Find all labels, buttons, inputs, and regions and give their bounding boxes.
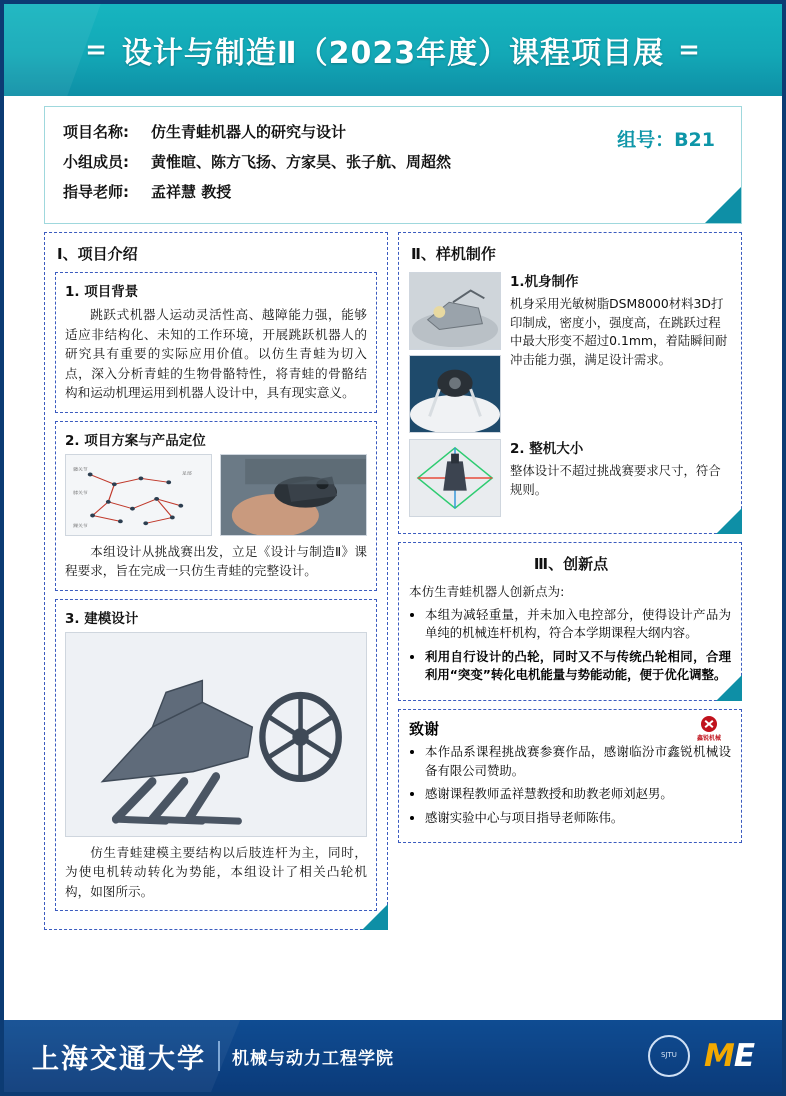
- info-row-members: [63, 151, 723, 172]
- info-row-advisor: [63, 181, 723, 202]
- label-advisor: 指导老师:: [63, 183, 129, 201]
- cad-model-render: [65, 632, 367, 837]
- svg-text:踝关节: 踝关节: [73, 524, 88, 529]
- prototype-photo-middle: [409, 355, 501, 433]
- prototype-item-2: [409, 439, 731, 517]
- university-name: 上海交通大学: [32, 1043, 206, 1075]
- poster-footer: [4, 1020, 782, 1092]
- prototype-item-1-head: 1.机身制作: [510, 274, 579, 290]
- info-wrapper: [4, 96, 782, 224]
- main-columns: [4, 224, 782, 938]
- prototype-item-1-text: 机身采用光敏树脂DSM8000材料3D打印制成，密度小，强度高，在跳跃过程中最大形变不超过0.1mm，着陆瞬间耐冲击能力强，满足设计需求。: [510, 296, 728, 368]
- acknowledgement-item-1: • 本作品系课程挑战赛参赛作品，感谢临汾市鑫锐机械设备有限公司赞助。: [425, 743, 731, 780]
- subsection-title-modeling: 3. 建模设计: [65, 610, 139, 627]
- innovation-lead: 本仿生青蛙机器人创新点为:: [409, 584, 565, 599]
- prototype-item-2-head: 2. 整机大小: [510, 441, 584, 457]
- sponsor-mark-icon: [701, 716, 717, 732]
- me-logo-m: M: [703, 1038, 734, 1074]
- prototype-item-1: [409, 272, 731, 433]
- prototype-item-2-text: 整体设计不超过挑战赛要求尺寸，符合规则。: [510, 463, 721, 497]
- section-project-intro: [44, 232, 388, 930]
- acknowledgement-list: [409, 743, 731, 827]
- section-innovation: [398, 542, 742, 701]
- value-advisor: 孟祥慧 教授: [151, 183, 232, 201]
- section-title-prototype: Ⅱ、样机制作: [411, 245, 496, 263]
- section-title-innovation: Ⅲ、创新点: [533, 555, 609, 573]
- prototype-in-hand-photo: [220, 454, 367, 536]
- subsection-background: [55, 272, 377, 413]
- innovation-bullet-list: [409, 606, 731, 685]
- me-logo-e: E: [733, 1038, 754, 1074]
- subsection-title-background: 1. 项目背景: [65, 284, 139, 300]
- section-title-intro: Ⅰ、项目介绍: [57, 245, 138, 263]
- innovation-bullet-1: • 本组为减轻重量，并未加入电控部分，使得设计产品为单纯的机械连杆机构，符合本学期课程大纲内容。: [425, 606, 731, 643]
- subsection-modeling: [55, 599, 377, 912]
- svg-text:髋关节: 髋关节: [73, 467, 88, 472]
- footer-divider: [218, 1041, 220, 1071]
- header-title-group: [85, 28, 701, 72]
- prototype-item-1-text-block: [510, 272, 731, 370]
- seal-text: SJTU: [660, 1051, 677, 1060]
- prototype-photo-top-frame: [409, 272, 501, 350]
- footer-logos: [648, 1035, 754, 1077]
- background-text: 跳跃式机器人运动灵活性高、越障能力强，能够适应非结构化、未知的工作环境，开展跳跃机器人的研究具有重要的实际应用价值。以仿生青蛙为切入点，深入分析青蛙的生物骨骼特性，将青蛙的骨骼结构和运动机理运用到机器人设计中，具有现实意义。: [65, 307, 367, 401]
- header-right-mark: =: [678, 35, 701, 65]
- acknowledgement-item-3: • 感谢实验中心与项目指导老师陈伟。: [425, 809, 731, 828]
- acknowledgement-title: 致谢: [409, 719, 440, 738]
- subsection-title-plan: 2. 项目方案与产品定位: [65, 432, 206, 449]
- value-project-name: 仿生青蛙机器人的研究与设计: [151, 123, 347, 141]
- sponsor-name: 鑫锐机械: [696, 734, 721, 742]
- value-members: 黄惟暄、陈方飞扬、方家昊、张子航、周超然: [151, 153, 452, 171]
- right-column: [398, 232, 742, 938]
- acknowledgement-item-2: • 感谢课程教师孟祥慧教授和助教老师刘赵男。: [425, 785, 731, 804]
- label-members: 小组成员:: [63, 153, 129, 171]
- poster-header: [4, 4, 782, 96]
- plan-image-row: [65, 454, 367, 536]
- sponsor-logo: [687, 716, 731, 742]
- innovation-bullet-2: • 利用自行设计的凸轮，同时又不与传统凸轮相同，合理利用“突变”转化电机能量与势能动能，便于优化调整。: [425, 648, 731, 685]
- group-number: 组号：B21: [617, 129, 715, 151]
- frog-skeleton-diagram: [65, 454, 212, 536]
- section-acknowledgement: [398, 709, 742, 843]
- project-info-box: [44, 106, 742, 224]
- section-prototype: [398, 232, 742, 534]
- label-project-name: 项目名称:: [63, 123, 129, 141]
- header-left-mark: =: [85, 35, 108, 65]
- subsection-plan: [55, 421, 377, 591]
- page-title: 设计与制造Ⅱ（2023年度）课程项目展: [121, 36, 665, 71]
- size-measure-photo: [409, 439, 501, 517]
- university-seal-icon: [648, 1035, 690, 1077]
- svg-text:膝关节: 膝关节: [73, 490, 88, 496]
- left-column: [44, 232, 388, 938]
- size-measure-photo-frame: [409, 439, 501, 517]
- plan-text: 本组设计从挑战赛出发，立足《设计与制造Ⅱ》课程要求，旨在完成一只仿生青蛙的完整设计。: [65, 543, 367, 579]
- svg-text:足部: 足部: [182, 471, 192, 476]
- school-name: 机械与动力工程学院: [232, 1048, 394, 1069]
- me-logo: [704, 1038, 754, 1074]
- prototype-photo-top: [409, 272, 501, 433]
- prototype-item-2-text-block: [510, 439, 731, 499]
- modeling-text: 仿生青蛙建模主要结构以后肢连杆为主，同时，为使电机转动转化为势能，本组设计了相关凸轮机构，如图所示。: [65, 844, 367, 899]
